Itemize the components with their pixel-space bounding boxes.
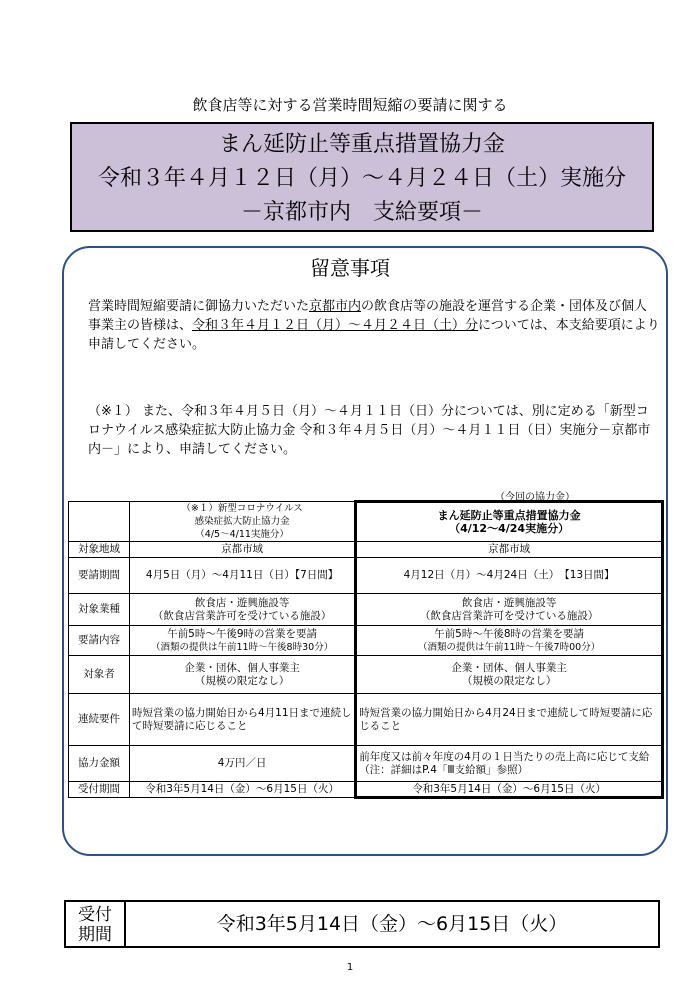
- cell-line: 飲食店・遊興施設等: [194, 596, 290, 609]
- right-column-header: [356, 502, 663, 542]
- cell-line: 午前5時～午後9時の営業を要請: [167, 627, 318, 640]
- row-label: 要請期間: [69, 558, 130, 594]
- left-header-line: （※１）新型コロナウイルス: [181, 503, 303, 514]
- cell-line: 企業・団体、個人事業主: [451, 661, 567, 674]
- cell-line: 午前5時～午後8時の営業を要請: [434, 627, 585, 640]
- left-cell: 時短営業の協力開始日から4月11日まで連続して時短要請に応じること: [130, 694, 356, 746]
- left-column-header: [130, 502, 356, 542]
- right-cell: 京都市域: [356, 542, 663, 558]
- notice-paragraph-2: （※１） また、令和３年４月５日（月）～４月１１日（日）分については、別に定める「新型コロナウイルス感染症拡大防止協力金 令和３年４月５日（月）～４月１１日（日）実施分－京都市内－」により、申請してください。: [88, 404, 651, 457]
- title-box: [70, 122, 654, 232]
- notice-heading: 留意事項: [310, 256, 390, 280]
- reception-label-bottom: 期間: [78, 925, 112, 945]
- table-row: [69, 542, 663, 558]
- right-header-line: （4/12～4/24実施分）: [449, 522, 570, 535]
- table-row: [69, 746, 663, 782]
- left-cell: 京都市域: [130, 542, 356, 558]
- cell-line: （飲食店営業許可を受けている施設）: [419, 609, 599, 622]
- notice-paragraph-1: [88, 297, 660, 354]
- cell-line-small: （酒類の提供は午前11時～午後8時30分）: [150, 641, 334, 653]
- table-row: [69, 782, 663, 798]
- right-cell: [356, 594, 663, 626]
- cell-line: 企業・団体、個人事業主: [184, 661, 300, 674]
- left-cell: 4万円／日: [130, 746, 356, 782]
- row-label: 受付期間: [69, 782, 130, 798]
- reception-period-box: [64, 900, 660, 948]
- table-row: [69, 694, 663, 746]
- page-number: 1: [346, 962, 354, 973]
- right-cell: [356, 656, 663, 694]
- reception-period-label: [66, 902, 126, 946]
- comparison-table: [68, 500, 664, 799]
- row-label: 要請内容: [69, 626, 130, 656]
- current-grant-note: （今回の協力金）: [495, 492, 575, 503]
- right-header-line: まん延防止等重点措置協力金: [437, 509, 581, 522]
- left-header-line: （4/5～4/11実施分）: [195, 529, 289, 540]
- cell-line-small: （酒類の提供は午前11時～午後7時00分）: [417, 641, 601, 653]
- left-header-line: 感染症拡大防止協力金: [194, 516, 290, 527]
- header-empty-cell: [69, 502, 130, 542]
- left-cell: [130, 594, 356, 626]
- cell-line: （飲食店営業許可を受けている施設）: [152, 609, 332, 622]
- document-subtitle: 飲食店等に対する営業時間短縮の要請に関する: [192, 96, 508, 114]
- right-cell: 前年度又は前々年度の4月の１日当たりの売上高に応じて支給（注：詳細はP.4「Ⅲ支給額」参照）: [356, 746, 663, 782]
- p1-text-a: 営業時間短縮要請に御協力いただいた: [88, 299, 310, 314]
- table-row: [69, 656, 663, 694]
- right-cell: 時短営業の協力開始日から4月24日まで連続して時短要請に応じること: [356, 694, 663, 746]
- title-line-2: 令和３年４月１２日（月）～４月２４日（土）実施分: [97, 166, 626, 191]
- row-label: 対象業種: [69, 594, 130, 626]
- reception-period-value: 令和3年5月14日（金）～6月15日（火）: [216, 913, 568, 935]
- row-label: 対象地域: [69, 542, 130, 558]
- row-label: 連続要件: [69, 694, 130, 746]
- cell-line: 飲食店・遊興施設等: [461, 596, 557, 609]
- title-line-3: －京都市内 支給要項－: [240, 200, 483, 225]
- right-cell: 令和3年5月14日（金）～6月15日（火）: [356, 782, 663, 798]
- left-cell: [130, 656, 356, 694]
- left-cell: 4月5日（月）～4月11日（日）【7日間】: [130, 558, 356, 594]
- reception-label-top: 受付: [78, 905, 112, 925]
- p1-underline-city: 京都市内: [309, 299, 362, 314]
- left-cell: [130, 626, 356, 656]
- table-row: [69, 626, 663, 656]
- p1-text-b: の飲食店等の施設を運営する企業・団体及び個人事業主の皆様は、: [88, 299, 648, 333]
- cell-line: （規模の限定なし）: [194, 674, 290, 687]
- table-row: [69, 558, 663, 594]
- p1-underline-period: 令和３年４月１２日（月）～４月２４日（土）分: [192, 318, 479, 333]
- right-cell: [356, 626, 663, 656]
- table-row: [69, 594, 663, 626]
- right-cell: 4月12日（月）～4月24日（土） 【13日間】: [356, 558, 663, 594]
- cell-line: （規模の限定なし）: [461, 674, 557, 687]
- p1-text-c: については、本支給要項により申請してください。: [88, 318, 660, 352]
- row-label: 協力金額: [69, 746, 130, 782]
- table-header-row: [69, 502, 663, 542]
- title-line-1: まん延防止等重点措置協力金: [218, 132, 505, 157]
- left-cell: 令和3年5月14日（金）～6月15日（火）: [130, 782, 356, 798]
- row-label: 対象者: [69, 656, 130, 694]
